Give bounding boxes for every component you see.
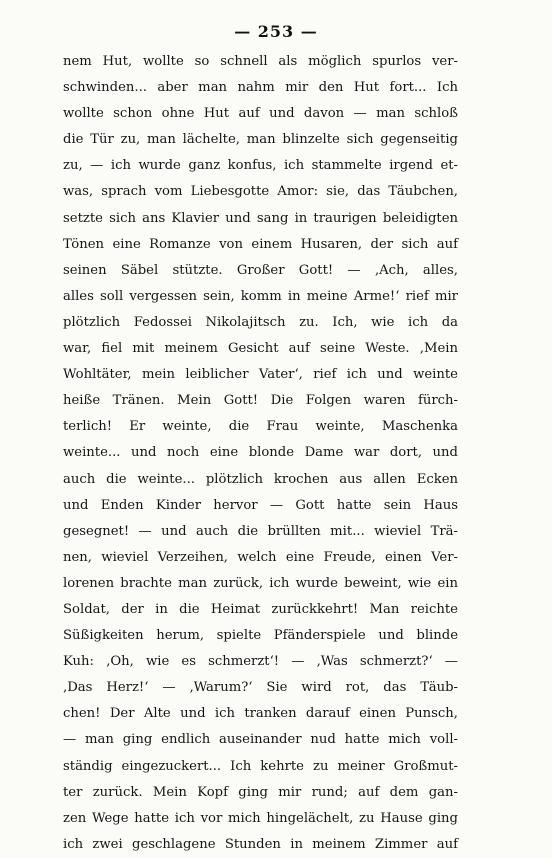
text-line: plötzlich Fedossei Nikolajitsch zu. Ich, wie ich da — [63, 314, 458, 330]
text-line: auch die weinte... plötzlich krochen aus allen Ecken — [63, 471, 458, 487]
page-number-header: — 253 — — [234, 22, 318, 41]
text-line: Soldat, der in die Heimat zurückkehrt! Man reichte — [63, 601, 458, 617]
body-text — [63, 49, 458, 858]
text-line: weinte... und noch eine blonde Dame war dort, und — [63, 445, 458, 461]
text-line: ständig eingezuckert... Ich kehrte zu meiner Großmut- — [63, 758, 458, 774]
text-line: und Enden Kinder hervor — Gott hatte sein Haus — [63, 497, 458, 513]
text-line: lorenen brachte man zurück, ich wurde beweint, wie ein — [63, 575, 458, 591]
text-line: zu, — ich wurde ganz konfus, ich stammelte irgend et- — [63, 158, 458, 174]
text-line: wollte schon ohne Hut auf und davon — man schloß — [63, 106, 458, 122]
text-line: war, fiel mit meinem Gesicht auf seine Weste. ‚Mein — [63, 341, 458, 357]
text-line: nen, wieviel Verzeihen, welch eine Freude, einen Ver- — [63, 549, 458, 565]
text-line: was, sprach vom Liebesgotte Amor: sie, das Täubchen, — [63, 184, 458, 200]
text-line: ter zurück. Mein Kopf ging mir rund; auf dem gan- — [63, 784, 458, 800]
text-line: gesegnet! — und auch die brüllten mit... wieviel Trä- — [63, 523, 458, 539]
text-line: heiße Tränen. Mein Gott! Die Folgen waren fürch- — [63, 393, 458, 409]
text-line: Kuh: ‚Oh, wie es schmerzt‘! — ‚Was schmerzt?‘ — — [63, 654, 458, 670]
text-line: Tönen eine Romanze von einem Husaren, der sich auf — [63, 236, 458, 252]
text-line: alles soll vergessen sein, komm in meine Arme!‘ rief mir — [63, 288, 458, 304]
text-line: — man ging endlich auseinander nud hatte mich voll- — [63, 732, 458, 748]
text-line: Wohltäter, mein leiblicher Vater‘, rief ich und weinte — [63, 367, 458, 383]
text-line: seinen Säbel stützte. Großer Gott! — ‚Ach, alles, — [63, 262, 458, 278]
text-line: zen Wege hatte ich vor mich hingelächelt, zu Hause ging — [63, 810, 458, 826]
text-line: ich zwei geschlagene Stunden in meinem Zimmer auf — [63, 836, 458, 852]
text-line: chen! Der Alte und ich tranken darauf einen Punsch, — [63, 706, 458, 722]
text-line: setzte sich ans Klavier und sang in traurigen beleidigten — [63, 210, 458, 226]
text-line: Süßigkeiten herum, spielte Pfänderspiele und blinde — [63, 628, 458, 644]
text-line: terlich! Er weinte, die Frau weinte, Maschenka — [63, 419, 458, 435]
text-line: ‚Das Herz!‘ — ‚Warum?‘ Sie wird rot, das Täub- — [63, 680, 458, 696]
text-line: nem Hut, wollte so schnell als möglich spurlos ver- — [63, 54, 458, 69]
text-line: schwinden... aber man nahm mir den Hut fort... Ich — [63, 80, 458, 96]
text-line: die Tür zu, man lächelte, man blinzelte sich gegenseitig — [63, 132, 458, 148]
